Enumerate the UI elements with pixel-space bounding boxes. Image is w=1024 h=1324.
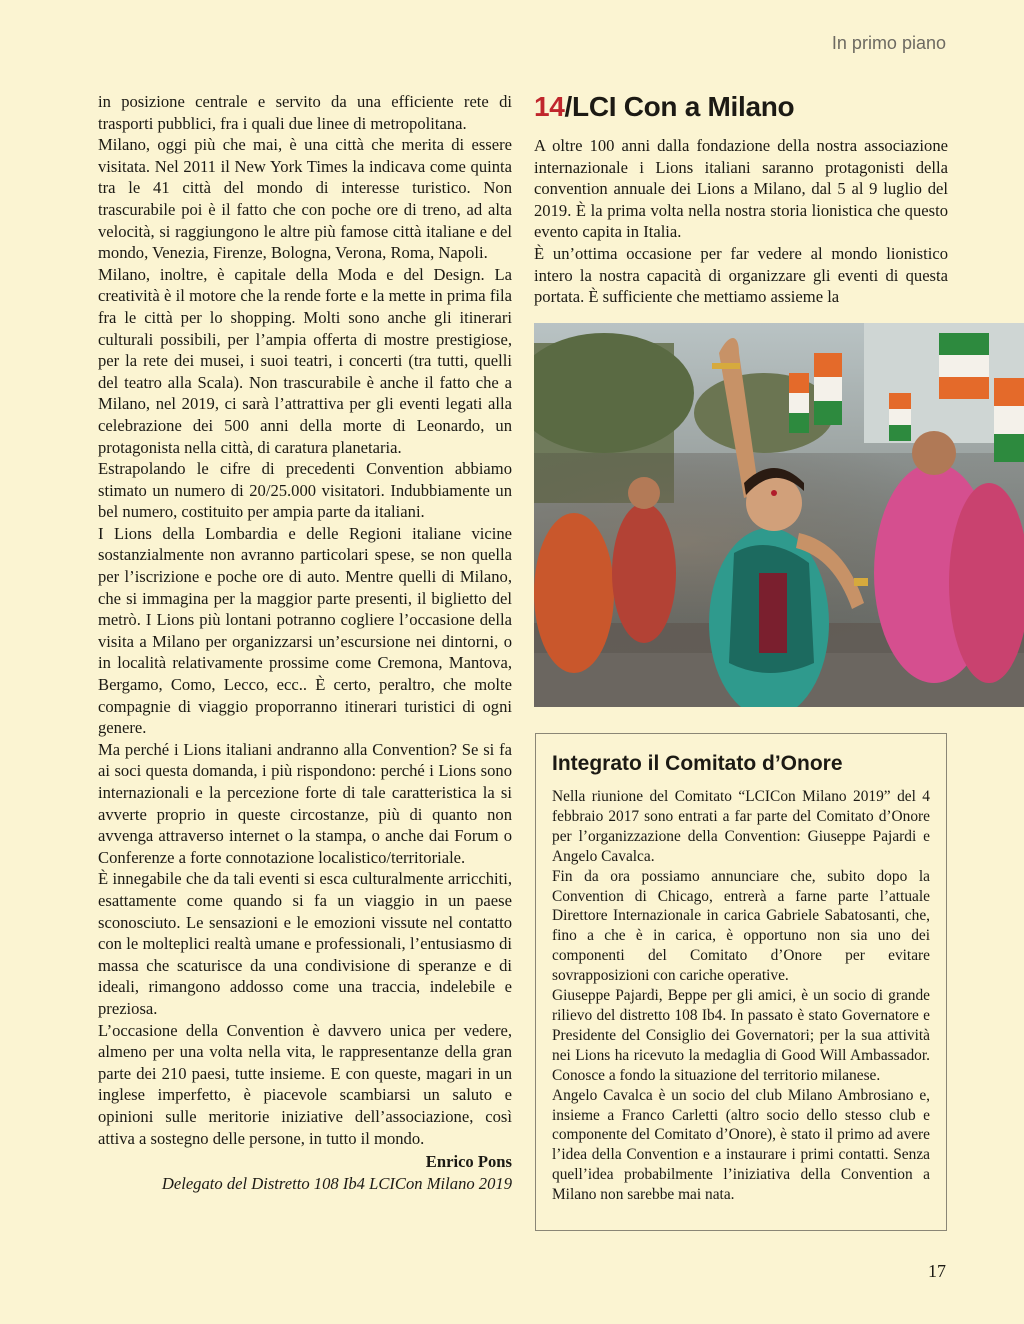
section-label: In primo piano	[831, 33, 946, 53]
article-title	[534, 91, 948, 123]
left-paragraph-4: Estrapolando le cifre di precedenti Convention abbiamo stimato un numero di 20/25.000 visitatori. Indubbiamente un bel numero, costituito per ampia parte da italiani.	[98, 459, 512, 522]
honor-committee-box	[535, 733, 947, 1231]
box-paragraph-2: Fin da ora possiamo annunciare che, subito dopo la Convention di Chicago, entrerà a farne parte l’attuale Direttore Internazionale in carica Gabriele Sabatosanti, che, fino a che è in carica, è opportuno non sia uno dei componenti del Comitato d’Onore per evitare sovrapposizioni con cariche operative.	[552, 867, 930, 985]
right-article-column	[534, 91, 948, 308]
parade-dancers-photo	[534, 323, 1024, 707]
author-signature	[98, 1151, 512, 1194]
left-paragraph-6: Ma perché i Lions italiani andranno alla Convention? Se si fa ai soci questa domanda, i più rispondono: perché i Lions sono internazionali e la percezione forte di tale caratteristica la si avverte proprio in queste circostanze, più di quanto non avvenga attraverso internet o la stampa, o anche dai Forum o Conferenze a forte connotazione localistico/territoriale.	[98, 739, 512, 867]
left-article-column	[98, 91, 512, 1194]
article-title-number: 14	[534, 91, 565, 122]
left-paragraph-7: È innegabile che da tali eventi si esca culturalmente arricchiti, esattamente come quando si fa un viaggio in un paese sconosciuto. Le sensazioni e le emozioni vissute nel contatto con le molteplici realtà umane e professionali, l’entusiasmo di massa che scaturisce da una condivisione di speranze e di ideali, rimangono addosso come una traccia, indelebile e preziosa.	[98, 869, 512, 1018]
left-paragraph-8: L’occasione della Convention è davvero unica per vedere, almeno per una volta nella vita, le rappresentanze della gran parte dei 210 paesi, tutte insieme. E con queste, magari in un inglese imperfetto, è piacevole scambiarsi un saluto e opinioni sulle meritorie iniziative dell’associazione, così attiva a sostegno delle persone, in tutto il mondo.	[98, 1020, 512, 1148]
author-role: Delegato del Distretto 108 Ib4 LCICon Milano 2019	[161, 1173, 512, 1193]
left-paragraph-3: Milano, inoltre, è capitale della Moda e del Design. La creatività è il motore che la rende forte e la mette in prima fila fra le città per lo shopping. Molti sono anche gli itinerari culturali possibili, per l’ampia offerta di mostre prestigiose, per la rete dei musei, i suoi teatri, i concerti (tra tutti, quelli del teatro alla Scala). Non trascurabile è anche il fatto che a Milano, nel 2019, ci sarà l’attrattiva per gli eventi legati alla celebrazione dei 500 anni della morte di Leonardo, un protagonista nella città, di caratura planetaria.	[98, 264, 512, 457]
left-paragraph-1: in posizione centrale e servito da una efficiente rete di trasporti pubblici, fra i quali due linee di metropolitana.	[98, 92, 512, 133]
left-paragraph-2: Milano, oggi più che mai, è una città che merita di essere visitata. Nel 2011 il New York Times la indicava come quinta tra le 41 città del mondo di interesse turistico. Non trascurabile poi è il fatto che con poche ore di treno, ad alta velocità, si raggiungono le altre più famose città italiane e del mondo, Venezia, Firenze, Bologna, Verona, Roma, Napoli.	[98, 135, 512, 263]
author-name: Enrico Pons	[425, 1152, 512, 1172]
box-title: Integrato il Comitato d’Onore	[552, 752, 843, 775]
article-title-text: /LCI Con a Milano	[564, 91, 795, 122]
right-paragraph-2: È un’ottima occasione per far vedere al mondo lionistico intero la nostra capacità di organizzare gli eventi di questa portata. È sufficiente che mettiamo assieme la	[534, 243, 948, 307]
box-paragraph-1: Nella riunione del Comitato “LCICon Milano 2019” del 4 febbraio 2017 sono entrati a far parte del Comitato d’Onore per l’organizzazione della Convention: Giuseppe Pajardi e Angelo Cavalca.	[552, 788, 930, 865]
box-paragraph-3: Giuseppe Pajardi, Beppe per gli amici, è un socio di grande rilievo del distretto 108 Ib4. In passato è stato Governatore e Presidente del Consiglio dei Governatori; per la sua attività nei Lions ha ricevuto la medaglia di Good Will Ambassador. Conosce a fondo la situazione del territorio milanese.	[552, 987, 930, 1084]
box-paragraph-4: Angelo Cavalca è un socio del club Milano Ambrosiano e, insieme a Franco Carletti (altro socio dello stesso club e componente del Comitato d’Onore), è stato il primo ad avere l’idea della Convention e a instaurare i primi contatti. Senza quell’idea probabilmente l’iniziativa della Convention a Milano non sarebbe mai nata.	[552, 1086, 930, 1204]
right-paragraph-1: A oltre 100 anni dalla fondazione della nostra associazione internazionale i Lions italiani saranno protagonisti della convention annuale dei Lions a Milano, dal 5 al 9 luglio del 2019. È la prima volta nella nostra storia lionistica che questo evento capita in Italia.	[534, 136, 948, 242]
left-paragraph-5: I Lions della Lombardia e delle Regioni italiane vicine sostanzialmente non avranno particolari spese, se non quella per l’iscrizione e poche ore di auto. Mentre quelli di Milano, che si immagina per la maggior parte presenti, il biglietto del metrò. I Lions più lontani potranno cogliere l’occasione della visita a Milano per organizzarsi un’escursione nei dintorni, o in località relativamente prossime come Cremona, Mantova, Bergamo, Como, Lecco, ecc.. È certo, peraltro, che molte compagnie di viaggio proporranno itinerari turistici di ogni genere.	[98, 523, 512, 738]
page-number: 17	[928, 1261, 946, 1281]
